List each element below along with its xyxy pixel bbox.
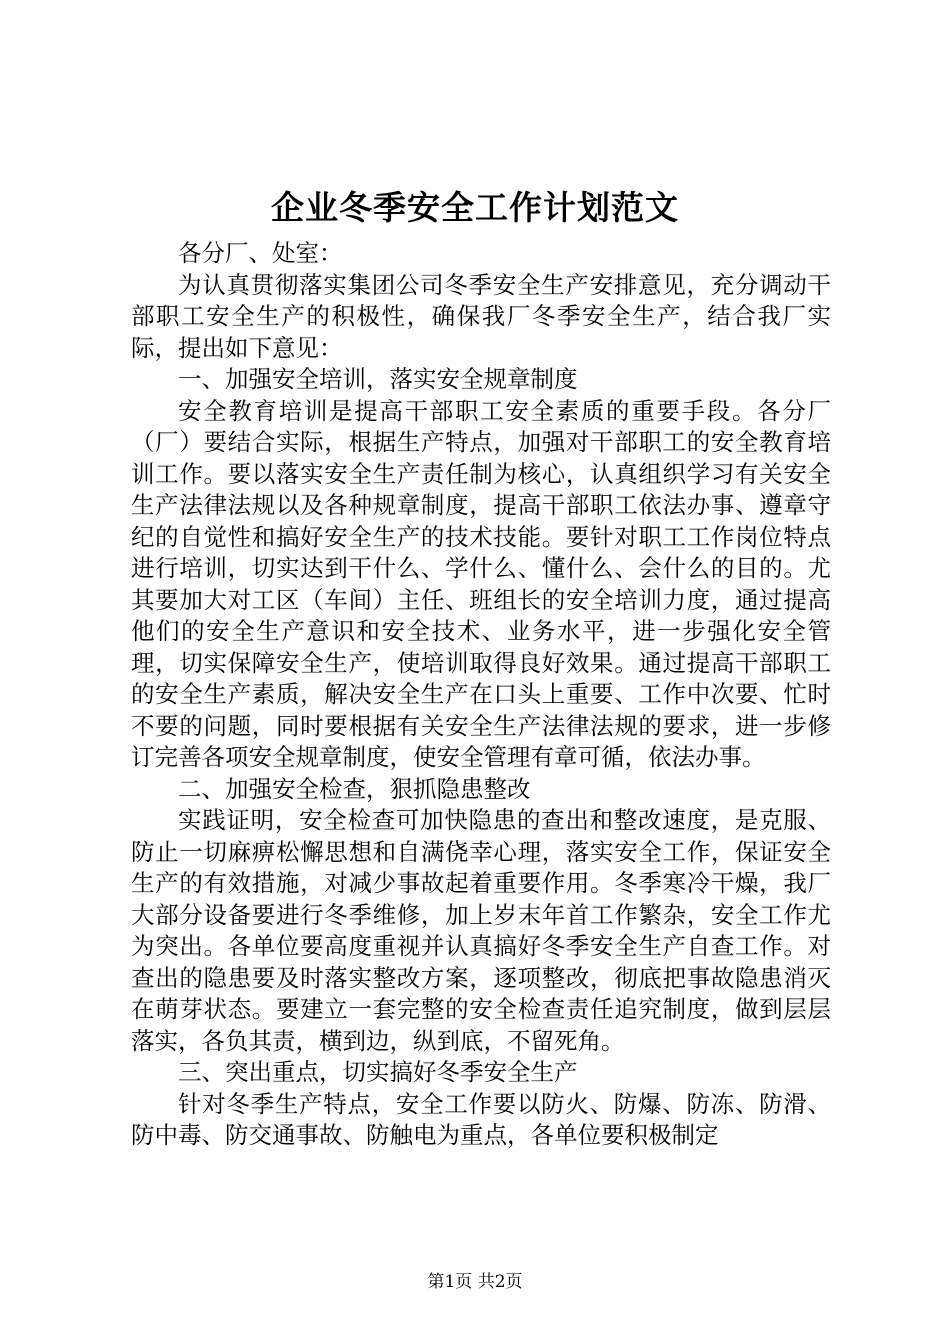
document-body <box>131 238 831 1152</box>
page-footer: 第1页 共2页 <box>427 1272 523 1292</box>
section-heading-2: 二、加强安全检查，狠抓隐患整改 <box>178 774 531 803</box>
intro-paragraph: 为认真贯彻落实集团公司冬季安全生产安排意见，充分调动干部职工安全生产的积极性，确保我厂冬季安全生产，结合我厂实际，提出如下意见： <box>131 270 831 362</box>
document-title: 企业冬季安全工作计划范文 <box>271 188 679 227</box>
salutation-paragraph: 各分厂、处室： <box>178 239 343 267</box>
section-3-paragraph: 针对冬季生产特点，安全工作要以防火、防爆、防冻、防滑、防中毒、防交通事故、防触电为重点，各单位要积极制定 <box>131 1089 831 1149</box>
section-2-paragraph: 实践证明，安全检查可加快隐患的查出和整改速度，是克服、防止一切麻痹松懈思想和自满侥幸心理，落实安全工作，保证安全生产的有效措施，对减少事故起着重要作用。冬季寒冷干燥，我厂大部分设备要进行冬季维修，加上岁末年首工作繁杂，安全工作尤为突出。各单位要高度重视并认真搞好冬季安全生产自查工作。对查出的隐患要及时落实整改方案，逐项整改，彻底把事故隐患消灭在萌芽状态。要建立一套完整的安全检查责任追究制度，做到层层落实，各负其责，横到边，纵到底，不留死角。 <box>131 806 831 1055</box>
section-heading-1: 一、加强安全培训，落实安全规章制度 <box>178 365 578 393</box>
section-1-paragraph: 安全教育培训是提高干部职工安全素质的重要手段。各分厂（厂）要结合实际，根据生产特点，加强对干部职工的安全教育培训工作。要以落实安全生产责任制为核心，认真组织学习有关安全生产法律法规以及各种规章制度，提高干部职工依法办事、遵章守纪的自觉性和搞好安全生产的技术技能。要针对职工工作岗位特点进行培训，切实达到干什么、学什么、懂什么、会什么的目的。尤其要加大对工区（车间）主任、班组长的安全培训力度，通过提高他们的安全生产意识和安全技术、业务水平，进一步强化安全管理，切实保障安全生产，使培训取得良好效果。通过提高干部职工的安全生产素质，解决安全生产在口头上重要、工作中次要、忙时不要的问题，同时要根据有关安全生产法律法规的要求，进一步修订完善各项安全规章制度，使安全管理有章可循，依法办事。 <box>131 396 831 771</box>
section-heading-3: 三、突出重点，切实搞好冬季安全生产 <box>178 1058 578 1086</box>
